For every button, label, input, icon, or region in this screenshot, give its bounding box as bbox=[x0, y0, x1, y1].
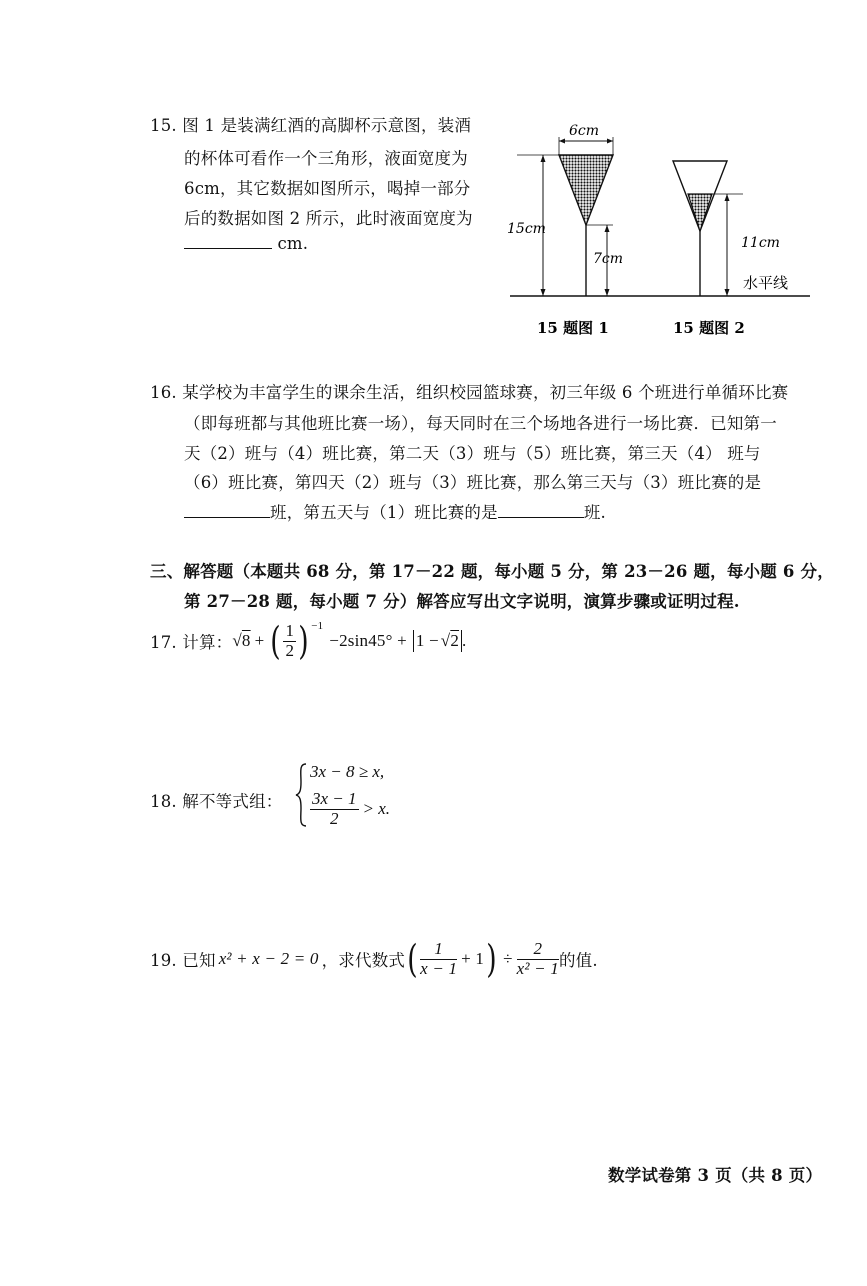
q17-middle: −2sin45° + bbox=[329, 631, 407, 650]
q19-frac-1: $\frac{1}{x - 1}$ bbox=[420, 938, 458, 978]
q16-line-5 bbox=[184, 499, 606, 523]
q19-lparen: ( bbox=[407, 937, 418, 981]
section3-heading-1: 三、解答题（本题共 68 分，第 17－22 题，每小题 5 分，第 23－26 题，每小题 6 分， bbox=[150, 562, 834, 581]
q15-line-4: 后的数据如图 2 所示，此时液面宽度为 bbox=[184, 209, 473, 228]
label-7cm: 7cm bbox=[593, 251, 624, 267]
q17 bbox=[150, 618, 466, 664]
label-15cm: 15cm bbox=[507, 221, 546, 237]
label-horizon: 水平线 bbox=[743, 274, 789, 292]
q18-ineq-1: 3x − 8 ≥ x, bbox=[310, 762, 385, 781]
label-11cm: 11cm bbox=[741, 235, 780, 251]
q16-line-4: （6）班比赛，第四天（2）班与（3）班比赛，那么第三天与（3）班比赛的是 bbox=[184, 473, 762, 492]
q16-line-1: 16. 某学校为丰富学生的课余生活，组织校园篮球赛，初三年级 6 个班进行单循环比赛 bbox=[150, 383, 789, 402]
q16-line-3: 天（2）班与（4）班比赛，第二天（3）班与（5）班比赛，第三天（4） 班与 bbox=[184, 444, 761, 463]
glass-1-wine bbox=[559, 155, 613, 225]
q18-ineq-2 bbox=[310, 790, 390, 828]
q17-exponent: −1 bbox=[311, 620, 324, 632]
q15-answer-line bbox=[184, 234, 308, 253]
label-6cm: 6cm bbox=[569, 123, 600, 139]
q15-line-3: 6cm，其它数据如图所示，喝掉一部分 bbox=[184, 179, 471, 198]
q19-div: ÷ bbox=[503, 949, 513, 968]
q16-tail-b: 班. bbox=[583, 503, 606, 522]
q15-figure bbox=[505, 115, 825, 345]
q17-rparen: ) bbox=[298, 619, 309, 663]
q17-label: 17. 计算： bbox=[150, 633, 233, 652]
glass-2-wine bbox=[688, 194, 712, 231]
glass-2 bbox=[673, 161, 743, 296]
q15-line-2: 的杯体可看作一个三角形，液面宽度为 bbox=[184, 149, 468, 168]
q16-tail-a: 班，第五天与（1）班比赛的是 bbox=[270, 503, 498, 522]
caption-figure-1: 15 题图 1 bbox=[537, 319, 609, 337]
q19-label: 19. 已知 bbox=[150, 951, 216, 970]
q19 bbox=[150, 936, 598, 982]
q16-blank-1[interactable] bbox=[184, 516, 270, 518]
q17-abs-left bbox=[413, 630, 414, 652]
q18-label: 18. 解不等式组： bbox=[150, 792, 283, 811]
glass-1 bbox=[517, 137, 613, 296]
q17-half: $\frac{1}{2}$ bbox=[285, 620, 295, 660]
q19-text-end: 的值. bbox=[558, 951, 598, 970]
q18-ineq-2-rhs: > x. bbox=[362, 799, 391, 819]
page-footer: 数学试卷第 3 页（共 8 页） bbox=[608, 1166, 823, 1185]
q17-sqrt2: √2 bbox=[440, 631, 460, 650]
q18-ineq-2-frac: $\frac{3x - 1}{2}$ bbox=[312, 789, 357, 828]
q15-answer-blank[interactable] bbox=[184, 247, 272, 249]
section3-heading-2: 第 27－28 题，每小题 7 分）解答应写出文字说明，演算步骤或证明过程. bbox=[184, 592, 740, 611]
q19-rparen: ) bbox=[486, 937, 497, 981]
q16-line-2: （即每班都与其他班比赛一场），每天同时在三个场地各进行一场比赛．已知第一 bbox=[184, 414, 777, 433]
q17-end: . bbox=[462, 631, 467, 650]
q19-plus-one: + 1 bbox=[461, 949, 485, 968]
q19-text-mid: ，求代数式 bbox=[321, 951, 406, 970]
q17-abs-content: 1 − bbox=[415, 631, 439, 650]
q18-brace bbox=[294, 762, 308, 828]
q16-blank-2[interactable] bbox=[498, 516, 584, 518]
q19-equation: x² + x − 2 = 0 bbox=[218, 949, 319, 968]
q15-unit: cm. bbox=[277, 234, 309, 253]
q15-line-1: 15. 图 1 是装满红酒的高脚杯示意图，装酒 bbox=[150, 116, 472, 135]
q17-lparen: ( bbox=[270, 619, 282, 663]
caption-figure-2: 15 题图 2 bbox=[673, 319, 745, 337]
q19-frac-2: $\frac{2}{\text{x² − 1}}$ bbox=[516, 938, 559, 978]
q17-plus: + bbox=[254, 631, 265, 650]
q17-sqrt8: √8 bbox=[232, 631, 251, 650]
